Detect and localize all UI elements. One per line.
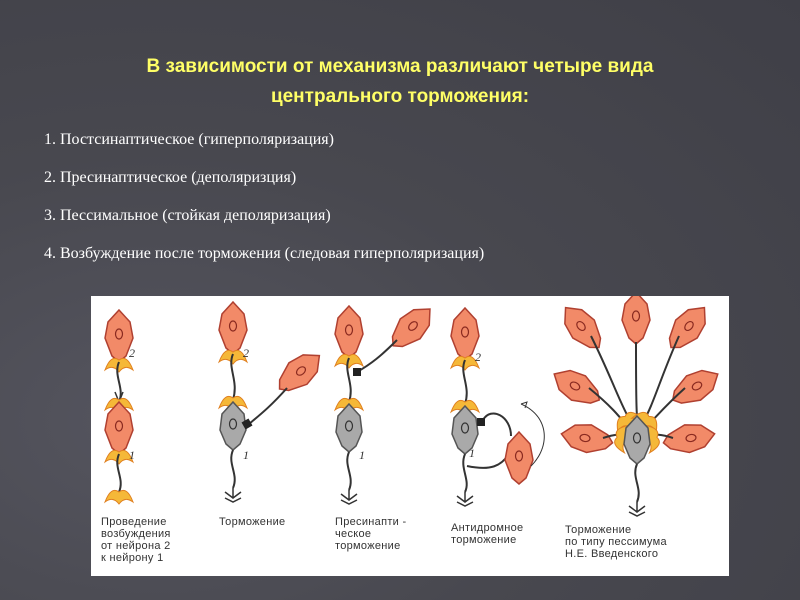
inhibitory-neuron-icon <box>271 345 329 400</box>
afferent-neuron-icon <box>661 420 717 457</box>
diagram-antidromic <box>451 308 544 506</box>
caption-inhibition: Торможение <box>219 516 286 528</box>
slide-title <box>60 52 740 112</box>
excitation-flame-icon <box>335 354 363 368</box>
afferent-neuron-icon <box>622 296 650 344</box>
inhibition-types-list <box>44 130 484 282</box>
diagram-presynaptic <box>335 299 440 504</box>
neuron-number-label: 1 <box>129 448 135 462</box>
axon-terminal-icon <box>341 490 357 504</box>
afferent-neuron-icon <box>666 362 725 412</box>
renshaw-cell-icon <box>505 432 533 484</box>
title-line-1: В зависимости от механизма различают четыре вида <box>146 56 654 77</box>
neuron-number-label: 1 <box>359 448 365 462</box>
afferent-neuron-icon <box>660 299 715 357</box>
diagram-inhibition <box>219 302 328 502</box>
excitation-flame-icon <box>105 490 133 504</box>
neuron-number-label: 2 <box>475 350 481 364</box>
list-item: 2. Пресинаптическое (деполяризция) <box>44 169 297 186</box>
list-item: 4. Возбуждение после торможения (следовая гиперполяризация) <box>44 245 485 262</box>
neuron-number-label: 1 <box>243 448 249 462</box>
caption-conduction: Проведение возбуждения от нейрона 2 к нейрону 1 <box>101 516 171 564</box>
caption-pessimum: Торможение по типу пессимума Н.Е. Введенского <box>565 524 667 560</box>
title-line-2: центрального торможения: <box>270 86 530 107</box>
excitatory-neuron-icon <box>335 306 363 358</box>
diagram-pessimum <box>547 296 725 516</box>
caption-presynaptic: Пресинапти - ческое торможение <box>335 516 407 552</box>
axon-terminal-icon <box>225 488 241 502</box>
neuron-number-label: 2 <box>243 346 249 360</box>
axon-terminal-icon <box>629 502 645 516</box>
axon-terminal-icon <box>457 492 473 506</box>
inhibited-neuron-icon <box>220 402 246 450</box>
neuron-number-label: 1 <box>469 446 475 460</box>
list-item: 3. Пессимальное (стойкая деполяризация) <box>44 207 331 224</box>
afferent-neuron-icon <box>559 420 615 457</box>
list-item: 1. Постсинаптическое (гиперполяризация) <box>44 131 334 148</box>
neuron-number-label: 2 <box>129 346 135 360</box>
afferent-neuron-icon <box>555 299 610 357</box>
inhibited-neuron-icon <box>336 404 362 452</box>
neuron-1-icon <box>105 402 133 454</box>
presynaptic-neuron-icon <box>383 299 440 356</box>
diagram-conduction <box>105 310 133 504</box>
caption-antidromic: Антидромное торможение <box>451 522 524 546</box>
neuron-diagram-figure <box>91 296 729 576</box>
afferent-neuron-icon <box>547 362 606 412</box>
